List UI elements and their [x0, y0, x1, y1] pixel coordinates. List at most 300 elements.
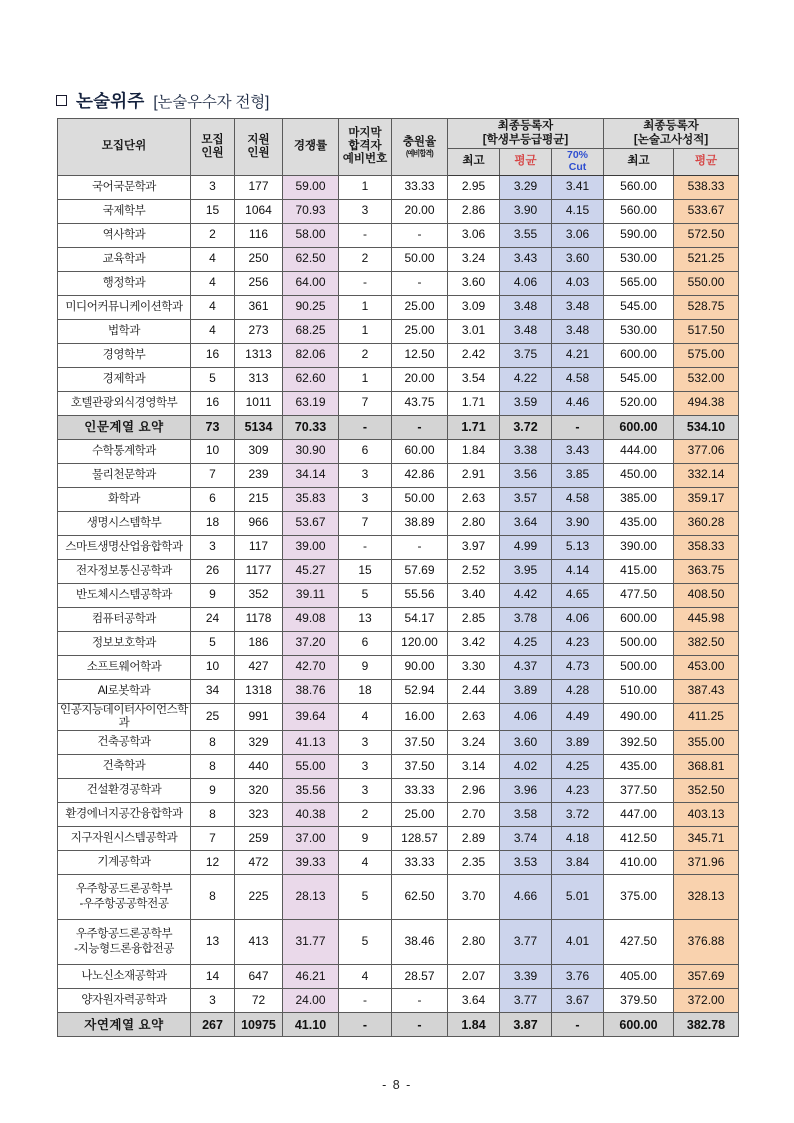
table-row [58, 391, 739, 415]
cell-fill-rate: 37.50 [392, 731, 448, 755]
cell-last-waitlist-number: - [339, 1013, 392, 1037]
cell-competition-ratio: 30.90 [283, 439, 339, 463]
cell-competition-ratio: 24.00 [283, 989, 339, 1013]
cell-last-waitlist-number: 3 [339, 487, 392, 511]
cell-grade-70cut: 4.06 [552, 607, 604, 631]
cell-grade-max: 2.70 [448, 803, 500, 827]
cell-competition-ratio: 70.33 [283, 415, 339, 439]
table-row [58, 851, 739, 875]
cell-fill-rate: 52.94 [392, 679, 448, 703]
cell-quota: 14 [191, 965, 235, 989]
cell-competition-ratio: 64.00 [283, 271, 339, 295]
cell-essay-avg: 453.00 [674, 655, 739, 679]
cell-fill-rate: - [392, 271, 448, 295]
col-header-quota-line2: 인원 [201, 146, 224, 159]
cell-competition-ratio: 53.67 [283, 511, 339, 535]
cell-grade-max: 1.71 [448, 415, 500, 439]
cell-last-waitlist-number: 9 [339, 827, 392, 851]
cell-last-waitlist-number: 9 [339, 655, 392, 679]
col-header-unit: 모집단위 [58, 119, 191, 176]
cell-grade-max: 2.96 [448, 779, 500, 803]
cell-fill-rate: 33.33 [392, 851, 448, 875]
table-row [58, 875, 739, 920]
cell-grade-max: 3.24 [448, 247, 500, 271]
cell-fill-rate: 38.89 [392, 511, 448, 535]
cell-grade-max: 2.52 [448, 559, 500, 583]
cell-applicants: 323 [235, 803, 283, 827]
cell-quota: 3 [191, 535, 235, 559]
cell-fill-rate: 16.00 [392, 703, 448, 730]
cell-grade-70cut: 4.58 [552, 487, 604, 511]
cell-essay-avg: 538.33 [674, 175, 739, 199]
cell-essay-avg: 363.75 [674, 559, 739, 583]
cell-grade-avg: 4.06 [500, 271, 552, 295]
col-header-fill-rate [392, 119, 448, 176]
cell-applicants: 177 [235, 175, 283, 199]
cell-last-waitlist-number: 3 [339, 755, 392, 779]
cell-essay-max: 410.00 [604, 851, 674, 875]
cell-applicants: 647 [235, 965, 283, 989]
cell-applicants: 116 [235, 223, 283, 247]
cell-competition-ratio: 82.06 [283, 343, 339, 367]
cell-unit: 경영학부 [58, 343, 191, 367]
group-essay-line2: [논술고사성적] [633, 134, 709, 147]
cell-quota: 15 [191, 199, 235, 223]
cell-essay-avg: 550.00 [674, 271, 739, 295]
cell-unit: 건설환경공학과 [58, 779, 191, 803]
table-row [58, 965, 739, 989]
cell-unit: 스마트생명산업융합학과 [58, 535, 191, 559]
cell-grade-max: 3.64 [448, 989, 500, 1013]
cell-unit: 지구자원시스템공학과 [58, 827, 191, 851]
cell-grade-avg: 4.06 [500, 703, 552, 730]
cell-fill-rate: 90.00 [392, 655, 448, 679]
cell-unit: 인문계열 요약 [58, 415, 191, 439]
cell-quota: 9 [191, 779, 235, 803]
cell-grade-max: 2.80 [448, 511, 500, 535]
cell-grade-max: 3.09 [448, 295, 500, 319]
cell-unit: 국제학부 [58, 199, 191, 223]
cell-unit: 법학과 [58, 319, 191, 343]
cell-grade-70cut: 3.85 [552, 463, 604, 487]
cell-grade-avg: 3.60 [500, 731, 552, 755]
cell-grade-max: 2.85 [448, 607, 500, 631]
cell-applicants: 1064 [235, 199, 283, 223]
table-row [58, 655, 739, 679]
cell-applicants: 239 [235, 463, 283, 487]
cell-quota: 3 [191, 175, 235, 199]
cell-grade-avg: 3.74 [500, 827, 552, 851]
cell-quota: 26 [191, 559, 235, 583]
cell-fill-rate: 60.00 [392, 439, 448, 463]
cell-unit: 컴퓨터공학과 [58, 607, 191, 631]
cell-last-waitlist-number: 3 [339, 463, 392, 487]
cell-unit: 환경에너지공간융합학과 [58, 803, 191, 827]
table-row [58, 920, 739, 965]
cell-grade-max: 2.95 [448, 175, 500, 199]
cell-essay-max: 565.00 [604, 271, 674, 295]
cell-essay-max: 520.00 [604, 391, 674, 415]
cell-competition-ratio: 62.60 [283, 367, 339, 391]
cell-unit: 화학과 [58, 487, 191, 511]
cell-grade-max: 1.84 [448, 1013, 500, 1037]
cell-essay-max: 600.00 [604, 1013, 674, 1037]
cell-grade-70cut: 3.89 [552, 731, 604, 755]
cell-fill-rate: 25.00 [392, 803, 448, 827]
cell-last-waitlist-number: 2 [339, 803, 392, 827]
cell-essay-max: 477.50 [604, 583, 674, 607]
cell-applicants: 329 [235, 731, 283, 755]
col-group-header-school-grade [448, 119, 604, 149]
group-grade-line2: [학생부등급평균] [482, 134, 569, 147]
cell-competition-ratio: 38.76 [283, 679, 339, 703]
cell-competition-ratio: 55.00 [283, 755, 339, 779]
cell-grade-avg: 4.02 [500, 755, 552, 779]
cell-essay-avg: 408.50 [674, 583, 739, 607]
cut-line1: 70% [567, 149, 589, 161]
cell-grade-avg: 4.37 [500, 655, 552, 679]
cell-grade-avg: 3.95 [500, 559, 552, 583]
cell-quota: 8 [191, 875, 235, 920]
cell-applicants: 256 [235, 271, 283, 295]
cell-competition-ratio: 39.11 [283, 583, 339, 607]
cell-essay-max: 377.50 [604, 779, 674, 803]
cell-essay-avg: 387.43 [674, 679, 739, 703]
cell-quota: 4 [191, 319, 235, 343]
col-header-grade-avg: 평균 [500, 148, 552, 175]
cell-essay-max: 545.00 [604, 367, 674, 391]
cell-essay-avg: 572.50 [674, 223, 739, 247]
cell-competition-ratio: 41.13 [283, 731, 339, 755]
cell-competition-ratio: 46.21 [283, 965, 339, 989]
cell-essay-max: 500.00 [604, 655, 674, 679]
cell-fill-rate: - [392, 535, 448, 559]
cell-quota: 4 [191, 295, 235, 319]
table-summary-row [58, 415, 739, 439]
cell-essay-max: 435.00 [604, 511, 674, 535]
cell-quota: 7 [191, 463, 235, 487]
cell-grade-70cut: 4.23 [552, 779, 604, 803]
cell-unit: 물리천문학과 [58, 463, 191, 487]
cell-essay-max: 415.00 [604, 559, 674, 583]
cell-fill-rate: 43.75 [392, 391, 448, 415]
table-row [58, 803, 739, 827]
cell-grade-avg: 4.25 [500, 631, 552, 655]
cell-grade-max: 2.86 [448, 199, 500, 223]
cell-grade-70cut: 4.65 [552, 583, 604, 607]
cell-essay-avg: 528.75 [674, 295, 739, 319]
cell-essay-avg: 382.50 [674, 631, 739, 655]
cell-last-waitlist-number: 3 [339, 779, 392, 803]
cell-essay-avg: 533.67 [674, 199, 739, 223]
table-row [58, 319, 739, 343]
cell-fill-rate: 33.33 [392, 175, 448, 199]
cell-quota: 6 [191, 487, 235, 511]
cell-competition-ratio: 35.83 [283, 487, 339, 511]
cell-quota: 10 [191, 439, 235, 463]
cell-applicants: 427 [235, 655, 283, 679]
cell-quota: 9 [191, 583, 235, 607]
cell-quota: 12 [191, 851, 235, 875]
cell-essay-avg: 372.00 [674, 989, 739, 1013]
cell-last-waitlist-number: 4 [339, 851, 392, 875]
cell-quota: 10 [191, 655, 235, 679]
cell-grade-max: 3.97 [448, 535, 500, 559]
cell-applicants: 413 [235, 920, 283, 965]
cell-grade-max: 2.42 [448, 343, 500, 367]
col-header-competition-ratio: 경쟁률 [283, 119, 339, 176]
cell-unit: 행정학과 [58, 271, 191, 295]
cell-last-waitlist-number: 1 [339, 175, 392, 199]
col-header-applicants-line1: 지원 [247, 133, 270, 146]
table-row [58, 989, 739, 1013]
table-row [58, 175, 739, 199]
cell-fill-rate: - [392, 989, 448, 1013]
cell-unit: 자연계열 요약 [58, 1013, 191, 1037]
cell-grade-70cut: 4.28 [552, 679, 604, 703]
cell-essay-avg: 534.10 [674, 415, 739, 439]
cell-grade-70cut: 3.90 [552, 511, 604, 535]
cell-fill-rate: 42.86 [392, 463, 448, 487]
cell-grade-max: 3.54 [448, 367, 500, 391]
cell-essay-max: 560.00 [604, 199, 674, 223]
cell-fill-rate: 62.50 [392, 875, 448, 920]
cell-essay-max: 530.00 [604, 319, 674, 343]
cell-unit: 역사학과 [58, 223, 191, 247]
cell-essay-max: 427.50 [604, 920, 674, 965]
cell-last-waitlist-number: 5 [339, 920, 392, 965]
cell-grade-avg: 3.53 [500, 851, 552, 875]
page-title [56, 88, 269, 113]
cell-grade-70cut: 5.13 [552, 535, 604, 559]
cell-unit: 전자정보통신공학과 [58, 559, 191, 583]
table-row [58, 583, 739, 607]
cell-grade-max: 3.60 [448, 271, 500, 295]
cell-essay-avg: 532.00 [674, 367, 739, 391]
col-header-applicants-line2: 인원 [247, 146, 270, 159]
cell-applicants: 225 [235, 875, 283, 920]
cell-grade-avg: 4.99 [500, 535, 552, 559]
cell-essay-max: 500.00 [604, 631, 674, 655]
cell-grade-70cut: 3.06 [552, 223, 604, 247]
cell-fill-rate: - [392, 1013, 448, 1037]
table-row [58, 827, 739, 851]
cell-grade-70cut: 4.49 [552, 703, 604, 730]
title-sub-text: [논술우수자 전형] [153, 94, 270, 111]
col-header-last-line1: 마지막 [348, 127, 382, 140]
col-header-fill-line2: (예비합격) [405, 148, 434, 158]
cell-grade-max: 2.89 [448, 827, 500, 851]
cell-fill-rate: 128.57 [392, 827, 448, 851]
table-summary-row [58, 1013, 739, 1037]
cell-grade-70cut: 3.76 [552, 965, 604, 989]
cell-last-waitlist-number: 4 [339, 703, 392, 730]
cell-grade-70cut: 4.58 [552, 367, 604, 391]
cell-competition-ratio: 90.25 [283, 295, 339, 319]
cell-essay-max: 560.00 [604, 175, 674, 199]
cell-unit: 나노신소재공학과 [58, 965, 191, 989]
col-header-grade-max: 최고 [448, 148, 500, 175]
cell-last-waitlist-number: - [339, 223, 392, 247]
cell-competition-ratio: 41.10 [283, 1013, 339, 1037]
cell-grade-70cut: 4.21 [552, 343, 604, 367]
cell-essay-max: 405.00 [604, 965, 674, 989]
cell-last-waitlist-number: - [339, 271, 392, 295]
cell-grade-avg: 3.48 [500, 319, 552, 343]
cell-grade-avg: 3.89 [500, 679, 552, 703]
cell-competition-ratio: 28.13 [283, 875, 339, 920]
cell-essay-avg: 521.25 [674, 247, 739, 271]
cell-essay-max: 600.00 [604, 607, 674, 631]
cell-essay-max: 390.00 [604, 535, 674, 559]
cell-fill-rate: 120.00 [392, 631, 448, 655]
cell-competition-ratio: 45.27 [283, 559, 339, 583]
cell-quota: 4 [191, 247, 235, 271]
cell-competition-ratio: 49.08 [283, 607, 339, 631]
cell-last-waitlist-number: 6 [339, 439, 392, 463]
cell-applicants: 320 [235, 779, 283, 803]
cell-fill-rate: - [392, 223, 448, 247]
cell-grade-70cut: 4.01 [552, 920, 604, 965]
cell-competition-ratio: 68.25 [283, 319, 339, 343]
cell-grade-avg: 3.77 [500, 989, 552, 1013]
cell-applicants: 1313 [235, 343, 283, 367]
cell-grade-max: 2.07 [448, 965, 500, 989]
cell-competition-ratio: 39.64 [283, 703, 339, 730]
cell-quota: 8 [191, 731, 235, 755]
cell-last-waitlist-number: 13 [339, 607, 392, 631]
cell-last-waitlist-number: 5 [339, 583, 392, 607]
cell-unit: 우주항공드론공학부 -우주항공공학전공 [58, 875, 191, 920]
cell-essay-avg: 332.14 [674, 463, 739, 487]
table-row [58, 607, 739, 631]
cell-last-waitlist-number: 7 [339, 391, 392, 415]
cell-competition-ratio: 40.38 [283, 803, 339, 827]
admissions-statistics-table-wrapper [57, 118, 738, 1037]
cell-essay-max: 447.00 [604, 803, 674, 827]
cell-unit: 교육학과 [58, 247, 191, 271]
cell-last-waitlist-number: 6 [339, 631, 392, 655]
cell-grade-avg: 4.66 [500, 875, 552, 920]
col-header-last-line2: 합격자 [348, 140, 382, 153]
cell-essay-max: 600.00 [604, 343, 674, 367]
cell-essay-max: 392.50 [604, 731, 674, 755]
cell-applicants: 215 [235, 487, 283, 511]
table-header [58, 119, 739, 176]
cell-applicants: 259 [235, 827, 283, 851]
cell-grade-avg: 3.29 [500, 175, 552, 199]
cell-grade-max: 3.14 [448, 755, 500, 779]
cell-grade-max: 2.91 [448, 463, 500, 487]
cell-unit: 경제학과 [58, 367, 191, 391]
cell-grade-70cut: 4.23 [552, 631, 604, 655]
cell-grade-avg: 3.39 [500, 965, 552, 989]
col-header-quota [191, 119, 235, 176]
cell-essay-avg: 345.71 [674, 827, 739, 851]
cell-grade-70cut: 3.48 [552, 319, 604, 343]
cell-grade-70cut: 3.84 [552, 851, 604, 875]
cell-grade-avg: 3.75 [500, 343, 552, 367]
table-row [58, 631, 739, 655]
cell-grade-70cut: 4.03 [552, 271, 604, 295]
cell-essay-avg: 371.96 [674, 851, 739, 875]
cell-applicants: 966 [235, 511, 283, 535]
cell-last-waitlist-number: 3 [339, 731, 392, 755]
cell-essay-avg: 328.13 [674, 875, 739, 920]
cell-fill-rate: 57.69 [392, 559, 448, 583]
cell-grade-70cut: 4.46 [552, 391, 604, 415]
cell-grade-avg: 3.57 [500, 487, 552, 511]
cell-grade-70cut: 3.60 [552, 247, 604, 271]
table-row [58, 247, 739, 271]
cell-applicants: 352 [235, 583, 283, 607]
page-footer: - 8 - [382, 1078, 412, 1092]
cut-line2: Cut [568, 160, 587, 173]
cell-grade-max: 3.06 [448, 223, 500, 247]
cell-grade-70cut: 3.41 [552, 175, 604, 199]
cell-grade-70cut: 4.73 [552, 655, 604, 679]
cell-fill-rate: 20.00 [392, 367, 448, 391]
cell-essay-max: 435.00 [604, 755, 674, 779]
cell-competition-ratio: 58.00 [283, 223, 339, 247]
cell-last-waitlist-number: - [339, 535, 392, 559]
cell-fill-rate: - [392, 415, 448, 439]
cell-quota: 8 [191, 803, 235, 827]
cell-unit: AI로봇학과 [58, 679, 191, 703]
admissions-statistics-table [57, 118, 739, 1037]
cell-quota: 5 [191, 631, 235, 655]
table-body [58, 175, 739, 1036]
cell-essay-avg: 403.13 [674, 803, 739, 827]
cell-competition-ratio: 70.93 [283, 199, 339, 223]
cell-grade-max: 2.35 [448, 851, 500, 875]
cell-grade-avg: 3.38 [500, 439, 552, 463]
cell-grade-avg: 3.56 [500, 463, 552, 487]
cell-grade-70cut: 4.14 [552, 559, 604, 583]
cell-last-waitlist-number: 2 [339, 343, 392, 367]
cell-grade-max: 3.30 [448, 655, 500, 679]
cell-grade-max: 3.24 [448, 731, 500, 755]
cell-fill-rate: 37.50 [392, 755, 448, 779]
cell-unit: 호텔관광외식경영학부 [58, 391, 191, 415]
cell-quota: 18 [191, 511, 235, 535]
cell-essay-avg: 352.50 [674, 779, 739, 803]
cell-fill-rate: 54.17 [392, 607, 448, 631]
cell-grade-avg: 3.55 [500, 223, 552, 247]
cell-grade-max: 2.63 [448, 703, 500, 730]
cell-grade-70cut: - [552, 1013, 604, 1037]
cell-grade-avg: 3.87 [500, 1013, 552, 1037]
cell-competition-ratio: 63.19 [283, 391, 339, 415]
table-row [58, 343, 739, 367]
cell-grade-avg: 3.58 [500, 803, 552, 827]
cell-applicants: 10975 [235, 1013, 283, 1037]
group-essay-line1: 최종등록자 [643, 120, 699, 132]
cell-applicants: 472 [235, 851, 283, 875]
cell-grade-max: 3.42 [448, 631, 500, 655]
cell-last-waitlist-number: - [339, 989, 392, 1013]
cell-last-waitlist-number: 18 [339, 679, 392, 703]
cell-applicants: 1177 [235, 559, 283, 583]
col-header-last-line3: 예비번호 [342, 153, 388, 166]
cell-quota: 13 [191, 920, 235, 965]
cell-quota: 267 [191, 1013, 235, 1037]
cell-unit: 정보보호학과 [58, 631, 191, 655]
cell-essay-avg: 494.38 [674, 391, 739, 415]
cell-essay-avg: 411.25 [674, 703, 739, 730]
cell-grade-max: 2.63 [448, 487, 500, 511]
cell-grade-avg: 3.96 [500, 779, 552, 803]
